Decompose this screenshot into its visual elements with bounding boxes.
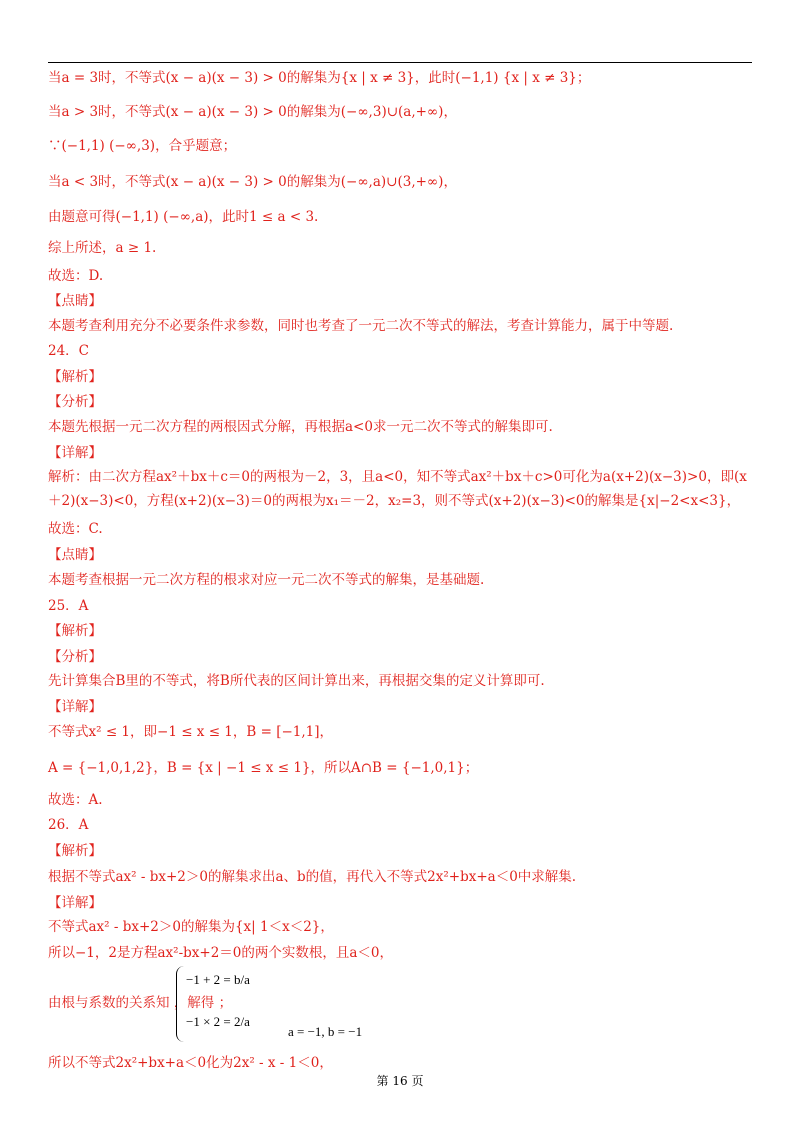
text-line: 所以−1，2是方程ax²-bx+2＝0的两个实数根，且a＜0，: [48, 945, 394, 961]
text-line: 当a = 3时，不等式(x − a)(x − 3) > 0的解集为{x | x ≠ 3}，此时(−1,1) {x | x ≠ 3}；: [48, 70, 591, 86]
text-line: 25．A: [48, 598, 89, 614]
text-line: 26．A: [48, 817, 89, 833]
text-line: 由题意可得(−1,1) (−∞,a)，此时1 ≤ a < 3.: [48, 209, 319, 225]
text-line: 所以不等式2x²+bx+a＜0化为2x² - x - 1＜0，: [48, 1055, 333, 1071]
text-line: 【解析】: [48, 623, 102, 639]
text-line: 故选：D.: [48, 268, 104, 284]
text-line: 综上所述，a ≥ 1.: [48, 240, 157, 256]
text-line: A = {−1,0,1,2}，B = {x | −1 ≤ x ≤ 1}，所以A∩B = {−1,0,1}；: [48, 760, 479, 776]
system-solution: a = −1, b = −1: [288, 1024, 363, 1039]
text-line: 24．C: [48, 343, 90, 359]
text-line: 根据不等式ax² - bx+2＞0的解集求出a、b的值，再代入不等式2x²+bx+a＜0中求解集.: [48, 869, 577, 885]
text-line: 【详解】: [48, 445, 102, 461]
text-line: 故选：A.: [48, 792, 103, 808]
system-eq-1: −1 + 2 = b/a: [186, 972, 250, 987]
text-line: ∵(−1,1) (−∞,3)，合乎题意；: [48, 138, 237, 154]
text-line: 【解析】: [48, 843, 102, 859]
text-line: 本题考查利用充分不必要条件求参数，同时也考查了一元二次不等式的解法，考查计算能力，属于中等题.: [48, 318, 674, 334]
header-rule: [48, 62, 752, 63]
text-line: 【解析】: [48, 369, 102, 385]
text-line: 【点睛】: [48, 293, 102, 309]
text-line: 先计算集合B里的不等式，将B所代表的区间计算出来，再根据交集的定义计算即可.: [48, 673, 545, 689]
text-line: 不等式x² ≤ 1，即−1 ≤ x ≤ 1，B = [−1,1]，: [48, 724, 334, 740]
text-line: 【详解】: [48, 699, 102, 715]
text-line: 本题考查根据一元二次方程的根求对应一元二次不等式的解集，是基础题.: [48, 572, 485, 588]
text-line: 当a > 3时，不等式(x − a)(x − 3) > 0的解集为(−∞,3)∪(a,+∞)，: [48, 104, 457, 120]
system-eq-2: −1 × 2 = 2/a: [186, 1014, 250, 1029]
text-line: 由根与系数的关系知 ，解得 ；: [48, 995, 233, 1011]
text-line: 【分析】: [48, 394, 102, 410]
text-line: 本题先根据一元二次方程的两根因式分解，再根据a<0求一元二次不等式的解集即可.: [48, 419, 553, 435]
text-line: 【点睛】: [48, 547, 102, 563]
text-line: 当a < 3时，不等式(x − a)(x − 3) > 0的解集为(−∞,a)∪(3,+∞)，: [48, 174, 457, 190]
text-line: 解析：由二次方程ax²＋bx＋c＝0的两根为－2，3，且a<0，知不等式ax²＋bx＋c>0可化为a(x+2)(x−3)>0，即(x: [48, 469, 747, 485]
text-line: 【详解】: [48, 895, 102, 911]
text-line: 【分析】: [48, 649, 102, 665]
text-line: 不等式ax² - bx+2＞0的解集为{x| 1＜x＜2}，: [48, 919, 334, 935]
text-line: 故选：C.: [48, 521, 103, 537]
page-footer: 第 16 页: [376, 1074, 424, 1088]
text-line: ＋2)(x−3)<0，方程(x+2)(x−3)＝0的两根为x₁＝－2，x₂=3，则不等式(x+2)(x−3)<0的解集是{x|−2<x<3}，: [48, 493, 741, 509]
